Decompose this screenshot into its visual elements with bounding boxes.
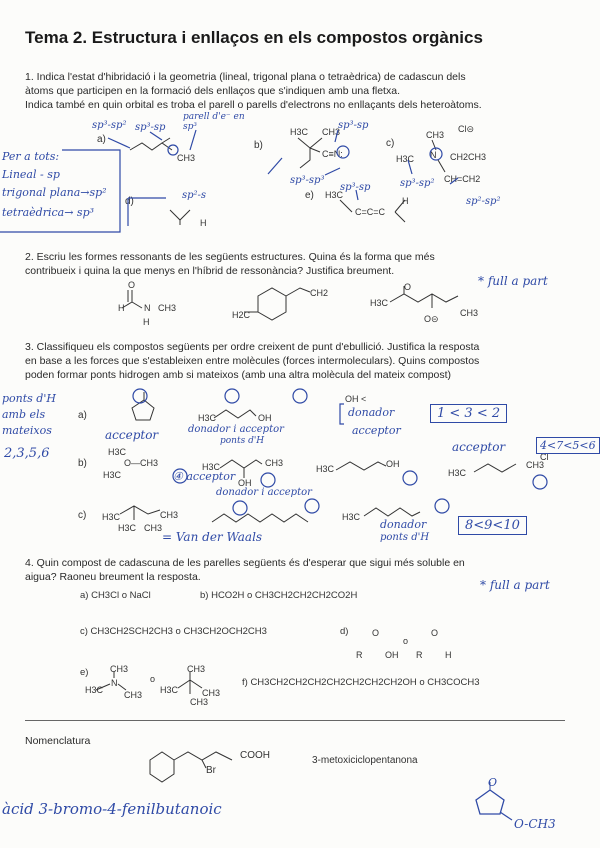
q4-e: e): [80, 667, 89, 678]
q2-o: O: [404, 282, 412, 292]
q3-a2-oh: OH: [258, 413, 272, 423]
q3b-propanol: [336, 462, 386, 470]
q1-label-a: a): [97, 134, 106, 145]
q4-line-2: aigua? Raoneu breument la resposta.: [25, 571, 201, 583]
q1-line-3: Indica també en quin orbital es troba el parell o parells d'electrons no enllaçants dels heteroàtoms.: [25, 99, 482, 111]
hw-q3-pontsdh: ponts d'H: [220, 436, 265, 446]
q4e-h3c: H3C: [85, 685, 104, 695]
hw-q3-acceptor-4: acceptor: [452, 440, 506, 454]
page-title: Tema 2. Estructura i enllaços en els compostos orgànics: [25, 28, 483, 47]
hw-q3-order-1: 1 < 3 < 2: [430, 404, 507, 423]
hw-q3-num-4: [173, 469, 187, 483]
q1b-cn: C≡N:: [322, 149, 343, 159]
q1b-skeleton: [298, 138, 322, 168]
q4e-ch3-right: CH3: [124, 690, 143, 700]
q1e-bonds: [340, 200, 405, 222]
q3-line-2: en base a les forces que s'estableixen entre molècules (forces intermoleculars). Quins compostos: [25, 355, 480, 367]
handwritten-marks: [0, 130, 547, 820]
nom-br: Br: [206, 765, 216, 776]
q2-line-2: contribueix i quina la que menys en l'híbrid de ressonància? Justifica breument.: [25, 265, 395, 277]
q2-hb: H: [143, 317, 150, 327]
q1c-bonds: [432, 140, 445, 172]
q3-label-c: c): [78, 510, 87, 521]
hw-q3-acceptor-1: acceptor: [105, 428, 159, 442]
hw-q1-arrows: [108, 130, 338, 150]
hw-q1-circle-a: [168, 145, 178, 155]
q1-label-b: b): [254, 140, 263, 151]
q1d-bonds: [170, 210, 190, 225]
q4d-r1: R: [356, 650, 363, 660]
nom-name-2: 3-metoxiciclopentanona: [312, 755, 418, 766]
hw-q3-order-3: 8<9<10: [458, 516, 527, 535]
hw-q3-donador-3: donador: [348, 406, 395, 419]
hw-q1-box-d: [128, 198, 166, 226]
hw-q3-donador-2: donador i acceptor: [216, 487, 312, 498]
q3-b3-h3c: H3C: [316, 464, 335, 474]
q4e-tbutyl: [178, 672, 202, 694]
hw-q3-nums: 2,3,5,6: [4, 446, 50, 461]
q4e2-ch3-top: CH3: [187, 664, 206, 674]
hw-lineal: Lineal - sp: [2, 168, 60, 181]
hw-q3-mateixos: mateixos: [2, 424, 52, 437]
q3-b1-h3c: H3C: [108, 447, 127, 457]
q1c-n: N: [430, 150, 437, 160]
hw-nom-ketone-o: O: [488, 776, 498, 789]
q1b-ch3: CH3: [322, 127, 341, 137]
hw-q3-num-7: [533, 475, 547, 489]
hw-q3-acceptor-3: acceptor: [352, 424, 401, 437]
q1d-h: H: [200, 218, 207, 228]
hw-q1-parell: parell d'e⁻ en sp³: [183, 112, 245, 132]
q3-a2-h3c: H3C: [198, 413, 217, 423]
q1-label-e: e): [305, 190, 314, 201]
hw-q3-num-8: [233, 501, 247, 515]
nom-cyclopentanone-ring: [476, 790, 504, 814]
hw-trigonal: trigonal plana→sp²: [2, 186, 107, 199]
q2-n: N: [144, 303, 151, 313]
q3-b1-h3c2: H3C: [103, 470, 122, 480]
q4d-r2: R: [416, 650, 423, 660]
hw-q3-num-9: [305, 499, 319, 513]
q3-c1-h3c2: H3C: [118, 523, 137, 533]
hw-tetraedrica: tetraèdrica→ sp³: [2, 206, 95, 219]
q3-c1-ch3: CH3: [160, 510, 179, 520]
hw-q3-donador-4: donador: [380, 518, 427, 531]
q3-b4-ch3: CH3: [526, 460, 545, 470]
q2-ch3b: CH3: [460, 308, 479, 318]
q2-ch2: CH2: [310, 288, 329, 298]
q1a-chain: [130, 143, 172, 150]
q2-enolate: [390, 286, 458, 308]
q1-label-c: c): [386, 138, 395, 149]
hw-q3-num-2: [225, 389, 239, 403]
q3-label-a: a): [78, 410, 87, 421]
hw-q3-order-2: 4<7<5<6: [536, 437, 600, 454]
q3-c1-ch3b: CH3: [144, 523, 163, 533]
q1a-bond: [162, 138, 170, 143]
hw-q3-vdw: = Van der Waals: [162, 530, 263, 544]
q3-b4-h3c: H3C: [448, 468, 467, 478]
q4-a: a) CH3Cl o NaCl: [80, 590, 151, 601]
hw-q1-arrows-2: [268, 158, 458, 200]
q1c-cl: Cl⊝: [458, 124, 475, 134]
q4e-or: o: [150, 674, 156, 684]
nomenclatura-heading: Nomenclatura: [25, 735, 91, 747]
hw-q3-num-1: [133, 389, 147, 403]
hw-paratots: Per a tots:: [2, 150, 60, 163]
hw-q1-sp3sp2-c: sp³-sp²: [400, 178, 435, 189]
q1-line-2: àtoms que participen en la formació dels enllaços que s'indiquen amb una fletxa.: [25, 85, 400, 97]
q4d-o2: O: [431, 628, 439, 638]
q3a-ethanol: [214, 410, 256, 418]
q2-ominus: O⊝: [424, 314, 439, 324]
q4d-or: o: [403, 636, 409, 646]
q4-f: f) CH3CH2CH2CH2CH2CH2CH2CH2OH o CH3COCH3: [242, 677, 480, 688]
q2-h2c: H2C: [232, 310, 251, 320]
q3a-thf: [132, 392, 154, 420]
hw-box-for-tots: [0, 150, 120, 232]
q2-h: H: [118, 303, 125, 313]
q3-line-3: poden formar ponts hidrogen amb si mateixos (amb una altra molècula del mateix compost): [25, 369, 452, 381]
q1a-ch3: CH3: [177, 153, 196, 163]
q3-b3-oh: OH: [386, 459, 400, 469]
hw-q1-circle-b: [337, 146, 349, 158]
hw-q3-pontsdh-2: ponts d'H: [380, 532, 430, 543]
nom-cooh: COOH: [240, 750, 270, 761]
q1c-ch2ch3: CH2CH3: [450, 152, 487, 162]
q3-b2-h3c: H3C: [202, 462, 221, 472]
q3b-alcohol: [220, 460, 262, 478]
q4e2-ch3-bottom: CH3: [190, 697, 209, 707]
q3c-neopentane: [120, 506, 160, 520]
q4e-n: N: [111, 678, 118, 688]
hw-q3-ponts: ponts d'H: [2, 392, 56, 405]
q3c-chain: [212, 514, 308, 522]
q4e2-h3c: H3C: [160, 685, 179, 695]
q2-styrene: [244, 288, 310, 320]
q4d-oh: OH: [385, 650, 399, 660]
q3-b1-och3: O—CH3: [124, 458, 159, 468]
q3-label-b: b): [78, 458, 87, 469]
q4-b: b) HCO2H o CH3CH2CH2CH2CO2H: [200, 590, 358, 601]
q1e-ccc: C=C=C: [355, 207, 386, 217]
hw-q3-num-10: [435, 499, 449, 513]
hw-nom-methoxy-bond: [500, 812, 512, 820]
hw-q3-acceptor-2: ④ acceptor: [173, 470, 236, 483]
q4-c: c) CH3CH2SCH2CH3 o CH3CH2OCH2CH3: [80, 626, 267, 637]
hw-q1-sp3sp-c: sp³-sp³: [290, 175, 325, 186]
q2-line-1: 2. Escriu les formes ressonants de les següents estructures. Quina és la forma que més: [25, 251, 435, 263]
q4-line-1: 4. Quin compost de cadascuna de les parelles següents és d'esperar que sigui més soluble en: [25, 557, 465, 569]
hw-q2-fullapart: * full a part: [478, 274, 548, 288]
q4d-o1: O: [372, 628, 380, 638]
q1c-ch3: CH3: [426, 130, 445, 140]
q1c-h3c: H3C: [396, 154, 415, 164]
q4d-h: H: [445, 650, 452, 660]
q3-line-1: 3. Classifiqueu els compostos següents per ordre creixent de punt d'ebullició. Justifica la resposta: [25, 341, 480, 353]
q3c-alcohol: [364, 508, 420, 516]
nom-acid-skeleton: [150, 752, 232, 782]
hw-nom-methoxy: O-CH3: [514, 817, 556, 831]
q1-line-1: 1. Indica l'estat d'hibridació i la geometria (lineal, trigonal plana o tetraèdrica) de cadascun dels: [25, 71, 466, 83]
q2-h3c: H3C: [370, 298, 389, 308]
q1c-chch2: CH=CH2: [444, 174, 481, 184]
hw-q3-bracket: [340, 404, 344, 424]
q3b-ether: [474, 464, 516, 472]
q2-ch3: CH3: [158, 303, 177, 313]
q1b-h3c: H3C: [290, 127, 309, 137]
q2-formamide: [122, 290, 142, 308]
hw-q3-num-6: [403, 471, 417, 485]
q1-label-d: d): [125, 196, 134, 207]
q1e-h3c: H3C: [325, 190, 344, 200]
q3-b4-cl: Cl: [540, 452, 549, 462]
printed-structures: [96, 138, 516, 814]
q2-o: O: [128, 280, 136, 290]
q3-b2-ch3: CH3: [265, 458, 284, 468]
q4e-ch3-top: CH3: [110, 664, 129, 674]
hw-q1-sp2sp2: sp²-sp²: [466, 196, 501, 207]
hw-q3-donador-1: donador i acceptor: [188, 424, 284, 435]
hw-q1-sp3sp: sp³-sp: [135, 122, 166, 133]
hw-nom-name-1: àcid 3-bromo-4-fenilbutanoic: [2, 800, 222, 818]
hw-q3-num-5: [261, 473, 275, 487]
q1e-h: H: [402, 196, 409, 206]
hw-q1-sp3sp2: sp³-sp²: [92, 120, 127, 131]
q4e2-ch3-right: CH3: [202, 688, 221, 698]
hw-q1-sp-e: sp³-sp: [340, 182, 371, 193]
q4e-amine: [96, 672, 126, 690]
hw-q3-amb: amb els: [2, 408, 46, 421]
hw-q1-sp3sp-b: sp³-sp: [338, 120, 369, 131]
hw-q4-fullapart: * full a part: [480, 578, 550, 592]
q3-b2-oh: OH: [238, 478, 252, 488]
q3-a3-oh: OH <: [345, 394, 367, 404]
q3-c3-h3c: H3C: [342, 512, 361, 522]
q4-d: d): [340, 626, 349, 637]
q3-c1-h3c: H3C: [102, 512, 121, 522]
hw-q3-num-3: [293, 389, 307, 403]
hw-q1-sp2s: sp²-s: [182, 190, 207, 201]
